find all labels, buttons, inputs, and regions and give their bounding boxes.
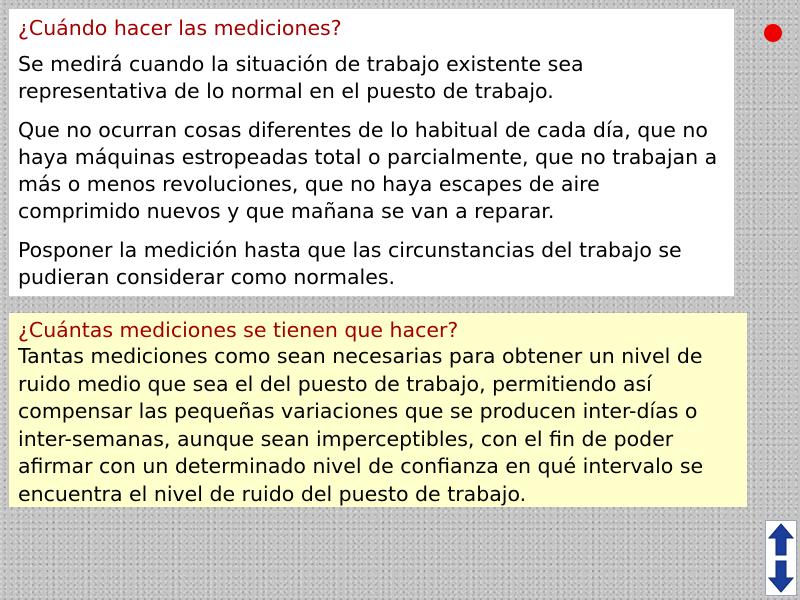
previous-page-button[interactable] — [766, 521, 796, 558]
paragraph-conditions: Que no ocurran cosas diferentes de lo habitual de cada día, que no haya máquinas estropeadas total o parcialmente, que no trabajan a más o menos revoluciones, que no haya escapes de aire comprimido nuevos y que mañana se van a reparar. — [18, 118, 718, 223]
section-heading-how-many: ¿Cuántas mediciones se tienen que hacer? — [18, 318, 459, 342]
paragraph-how-many: Tantas mediciones como sean necesarias para obtener un nivel de ruido medio que sea el del puesto de trabajo, permitiendo así compensar las pequeñas variaciones que se producen inter-días o inter-semanas, aunque sean imperceptibles, con el fin de poder afirmar con un determinado nivel de confianza en qué intervalo se encuentra el nivel de ruido del puesto de trabajo. — [18, 344, 704, 506]
red-dot-indicator — [764, 24, 782, 42]
paragraph-representative: Se medirá cuando la situación de trabajo existente sea representativa de lo normal en el puesto de trabajo. — [18, 52, 584, 103]
paragraph-postpone: Posponer la medición hasta que las circunstancias del trabajo se pudieran considerar como normales. — [18, 238, 682, 289]
arrow-down-icon — [766, 558, 796, 595]
arrow-up-icon — [766, 521, 796, 558]
how-many-measurements-panel — [9, 313, 747, 507]
navigation-arrows — [765, 520, 797, 596]
section-heading-when: ¿Cuándo hacer las mediciones? — [18, 16, 342, 40]
next-page-button[interactable] — [766, 558, 796, 595]
when-to-measure-panel — [9, 9, 734, 296]
